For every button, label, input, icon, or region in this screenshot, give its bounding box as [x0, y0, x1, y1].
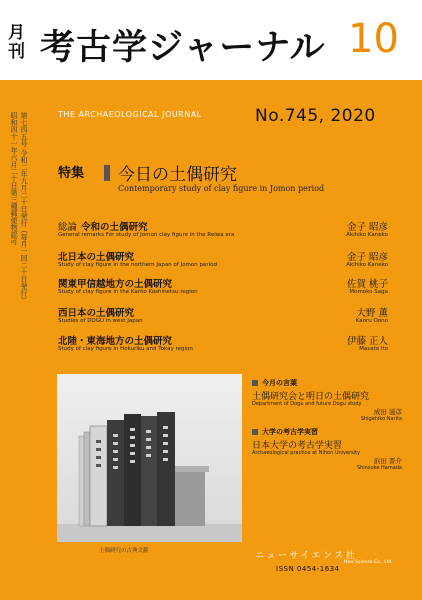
article-title	[58, 305, 134, 319]
cover-header	[0, 0, 422, 80]
article-title-text: 北日本の土偶研究	[58, 252, 135, 263]
publisher-name-en: New Science Co., Ltd.	[344, 560, 393, 565]
article-item	[58, 276, 388, 300]
feature-label: 特集	[58, 166, 85, 181]
booklet	[84, 432, 90, 526]
side-title: 土偶研究会と明日の土偶研究	[252, 392, 370, 402]
side-head	[252, 378, 297, 388]
books-photo-svg	[57, 374, 242, 542]
article-author-en: Kaoru Oono	[355, 318, 388, 324]
square-icon	[252, 429, 258, 435]
article-author-en: Momoko Saga	[349, 289, 388, 295]
article-title-en: Studies of DOGU in west Japan	[58, 318, 143, 324]
journal-name-en: THE ARCHAEOLOGICAL JOURNAL	[58, 110, 202, 119]
publisher-name: ニューサイエンス社	[255, 551, 358, 561]
photo-caption: 土偶研究の古典文献	[99, 548, 149, 554]
side-author-en: Shinsuke Hamada	[356, 465, 402, 471]
article-author-en: Akihiko Kaneko	[346, 262, 388, 268]
article-author: 大野 薫	[356, 308, 388, 319]
article-author: 伊藤 正人	[346, 336, 388, 347]
cover-photo	[57, 374, 242, 542]
article-item	[58, 333, 388, 357]
side-title: 日本大学の考古学実習	[252, 441, 343, 451]
article-title-en: Study of clay figure in Hokuriku and Tokay region	[58, 346, 193, 352]
article-tag: 総論	[58, 222, 78, 233]
article-author: 金子 昭彦	[346, 252, 388, 263]
side-author: 成田 滋彦	[373, 408, 402, 416]
article-title-text: 西日本の土偶研究	[58, 308, 135, 319]
article-title-en: General remarks For study of Jomon clay figure in the Reiwa era	[58, 232, 235, 238]
postal-notice: 第七四五号 令和二年九月二十日発行（毎月一回二十日発行）昭和四十一年六月二十日第三種郵便物認可	[10, 112, 28, 300]
article-title	[58, 219, 148, 233]
feature-title-en: Contemporary study of clay figure in Jomon period	[118, 184, 325, 193]
side-author-en: Shigehiko Narita	[360, 416, 402, 422]
bookend	[175, 470, 205, 526]
monthly-label-char-1: 月	[8, 23, 25, 43]
book-spine	[157, 412, 175, 526]
article-title-en: Study of clay figure in the northern Japan of Jomon period	[58, 262, 217, 268]
side-head-text: 今月の言葉	[262, 379, 297, 387]
article-title	[58, 249, 134, 263]
side-head-text: 大学の考古学実習	[262, 428, 318, 436]
article-author: 金子 昭彦	[346, 222, 388, 233]
feature-bar	[104, 165, 110, 181]
monthly-label	[8, 24, 30, 62]
feature-title: 今日の土偶研究	[118, 165, 237, 185]
monthly-label-char-2: 刊	[8, 42, 25, 62]
article-item	[58, 305, 388, 329]
article-title-text: 関東甲信越地方の土偶研究	[58, 279, 173, 290]
article-title-text: 令和の土偶研究	[81, 222, 148, 233]
article-item	[58, 249, 388, 273]
article-author: 佐賀 桃子	[346, 279, 388, 290]
article-title	[58, 333, 172, 347]
article-title	[58, 276, 172, 290]
article-title-text: 北陸・東海地方の土偶研究	[58, 336, 173, 347]
article-author-en: Masato Ito	[359, 346, 388, 352]
magazine-title: 考古学ジャーナル	[40, 27, 326, 68]
issue-month: 10	[348, 16, 399, 62]
side-author: 浜田 晋介	[373, 457, 402, 465]
booklet	[79, 436, 84, 526]
square-icon	[252, 380, 258, 386]
side-title-en: Department of Dogu and future Dogu study	[252, 401, 362, 407]
side-title-en: Archaeological practice at Nihon University	[252, 450, 361, 456]
issn: ISSN 0454-1634	[276, 565, 340, 573]
article-author-en: Akihiko Kaneko	[346, 232, 388, 238]
article-item	[58, 219, 388, 243]
article-title-en: Study of clay figure in the Kanto Koshinetsu region	[58, 289, 198, 295]
issue-number: No.745, 2020	[255, 106, 376, 126]
side-head	[252, 427, 318, 437]
bookend-top	[175, 466, 209, 472]
